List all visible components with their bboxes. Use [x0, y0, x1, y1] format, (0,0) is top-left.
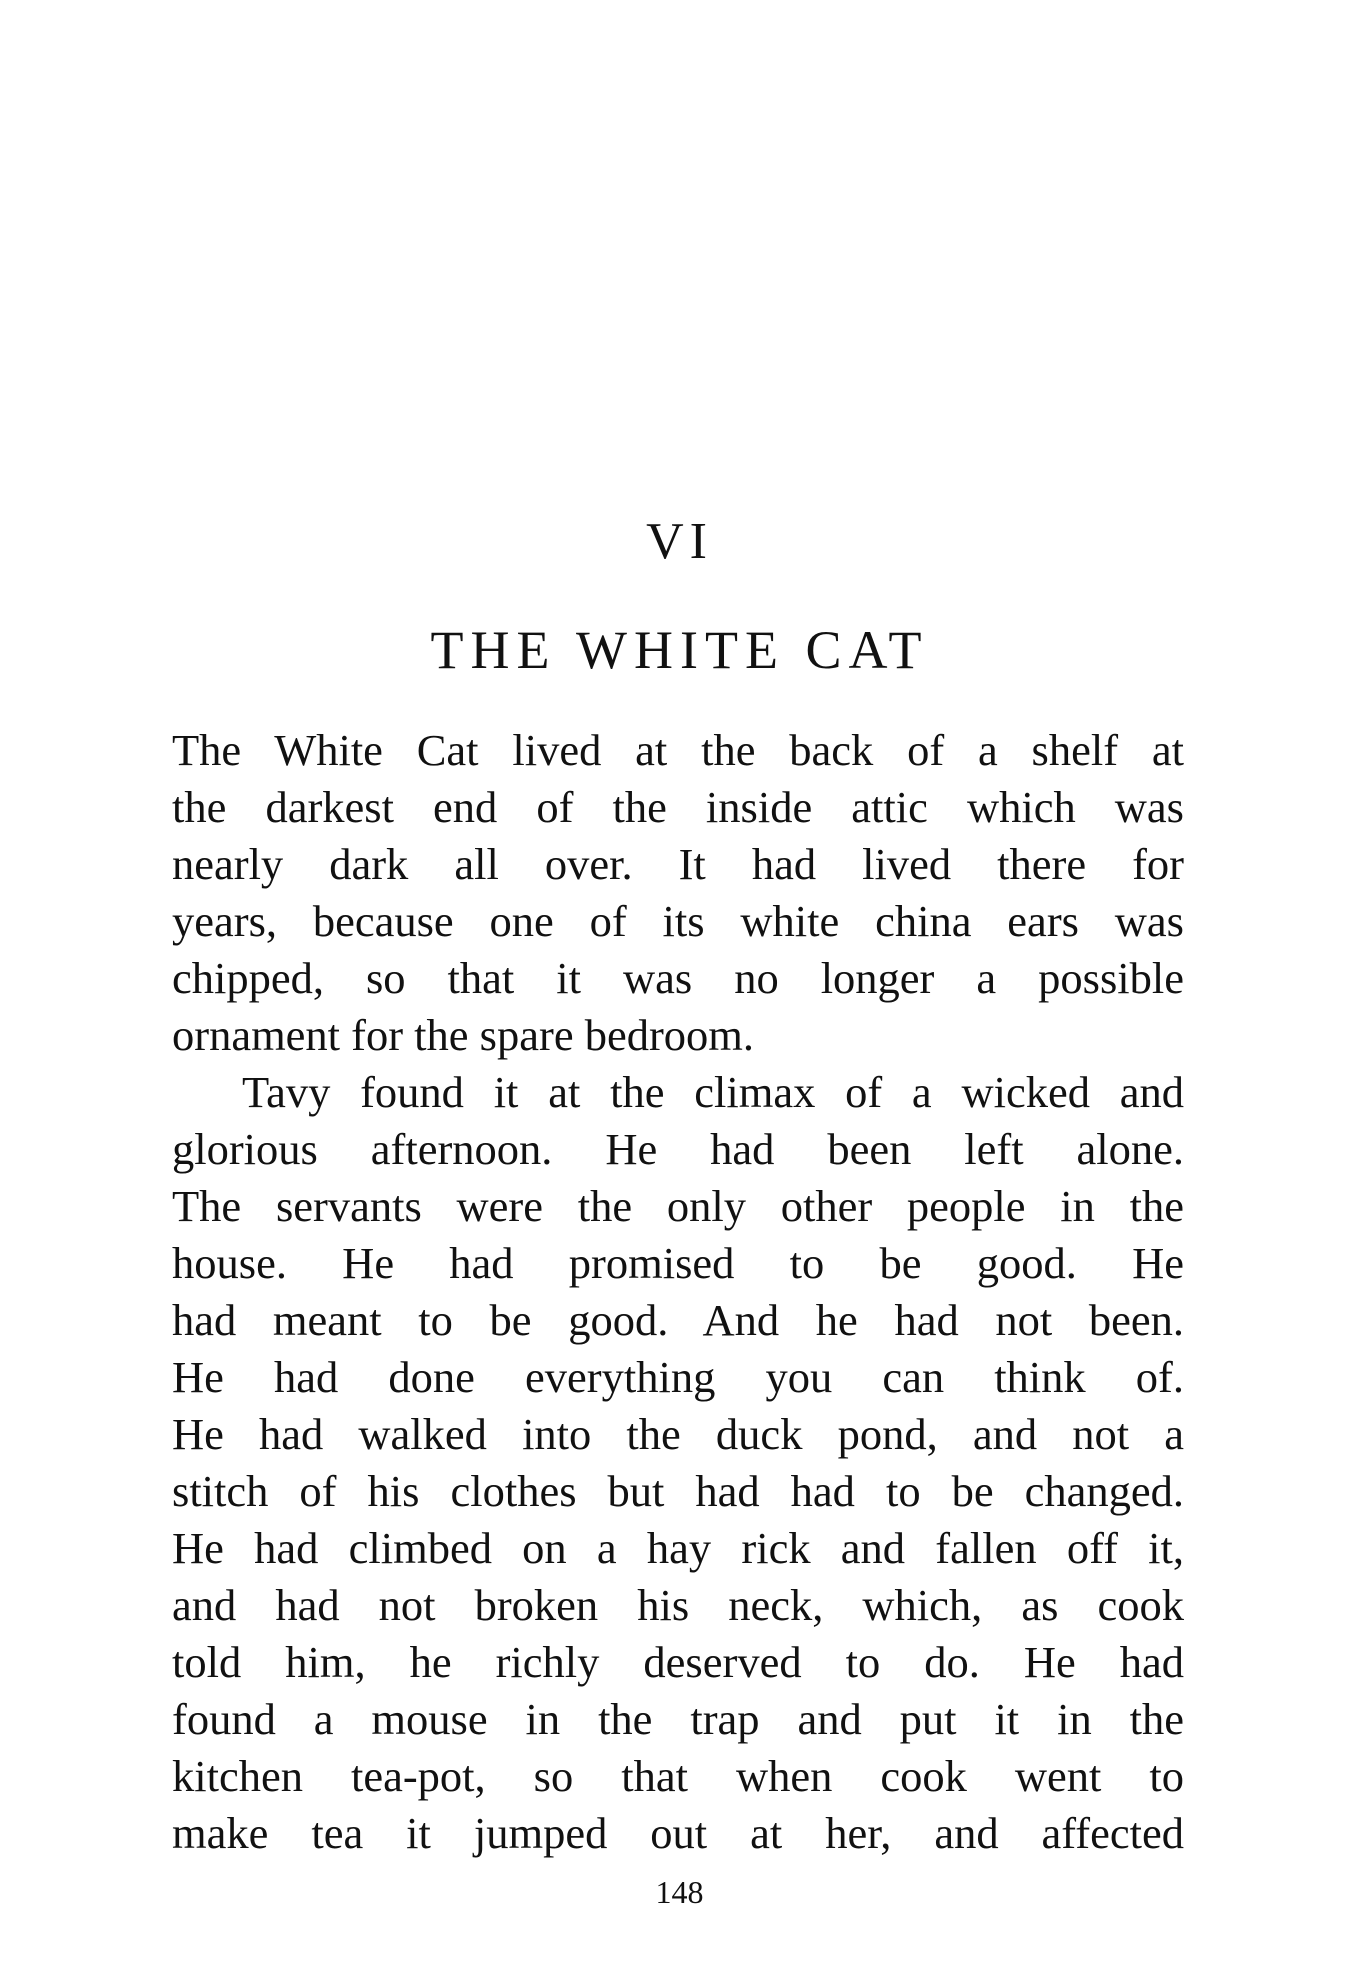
- text-line: had meant to be good. And he had not been.: [172, 1295, 1184, 1345]
- text-line: house. He had promised to be good. He: [172, 1238, 1184, 1288]
- text-line: chipped, so that it was no longer a possible: [172, 953, 1184, 1003]
- text-line: glorious afternoon. He had been left alone.: [172, 1124, 1184, 1174]
- text-line: kitchen tea-pot, so that when cook went to: [172, 1751, 1184, 1801]
- text-line: the darkest end of the inside attic which was: [172, 782, 1184, 832]
- text-line: nearly dark all over. It had lived there for: [172, 839, 1184, 889]
- text-line: stitch of his clothes but had had to be changed.: [172, 1466, 1184, 1516]
- body-text: [172, 722, 1184, 1862]
- text-line: make tea it jumped out at her, and affected: [172, 1808, 1184, 1858]
- text-line: Tavy found it at the climax of a wicked and: [242, 1067, 1184, 1117]
- chapter-title: THE WHITE CAT: [430, 620, 929, 680]
- text-line: He had walked into the duck pond, and not a: [172, 1409, 1184, 1459]
- text-line: ornament for the spare bedroom.: [172, 1010, 754, 1060]
- text-line: found a mouse in the trap and put it in the: [172, 1694, 1184, 1744]
- text-line: The White Cat lived at the back of a shelf at: [172, 725, 1184, 775]
- text-line: He had done everything you can think of.: [172, 1352, 1184, 1402]
- text-line: told him, he richly deserved to do. He had: [172, 1637, 1184, 1687]
- chapter-number: VI: [646, 513, 713, 570]
- text-line: and had not broken his neck, which, as cook: [172, 1580, 1184, 1630]
- text-line: The servants were the only other people in the: [172, 1181, 1184, 1231]
- page-number: 148: [655, 1874, 704, 1910]
- text-line: He had climbed on a hay rick and fallen off it,: [172, 1523, 1184, 1573]
- text-line: years, because one of its white china ears was: [172, 896, 1184, 946]
